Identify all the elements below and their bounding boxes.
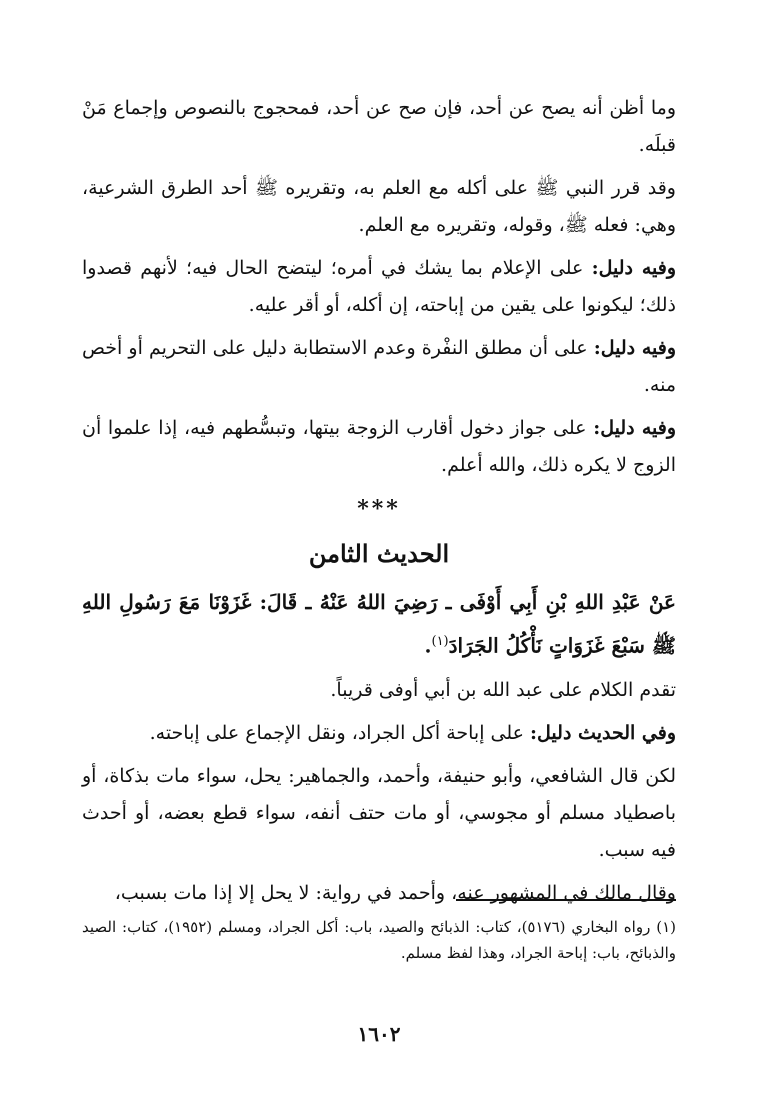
hadith-end: . [424,633,432,658]
paragraph [82,410,676,484]
paragraph [82,90,676,164]
paragraph-text: وقد قرر النبي ﷺ على أكله مع العلم به، وتقريره ﷺ أحد الطرق الشرعية، وهي: فعله ﷺ، وقوله، وتقريره مع العلم. [82,177,676,236]
paragraph-text: تقدم الكلام على عبد الله بن أبي أوفى قريباً. [330,678,676,701]
paragraph [82,170,676,244]
footnote: (١) رواه البخاري (٥١٧٦)، كتاب: الذبائح والصيد، باب: أكل الجراد، ومسلم (١٩٥٢)، كتاب: الصيد والذبائح، باب: إباحة الجراد، وهذا لفظ مسلم. [82,918,676,962]
page-number: ١٦٠٢ [357,1022,401,1046]
paragraph [82,250,676,324]
paragraph-text: وما أظن أنه يصح عن أحد، فإن صح عن أحد، فمحجوج بالنصوص وإجماع مَنْ قبلَه. [82,97,676,156]
hadith-text [82,582,676,666]
paragraph [82,715,676,752]
page-body [82,90,676,918]
paragraph [82,672,676,709]
section-heading: الحديث الثامن [308,539,450,568]
footnote-divider [456,899,676,901]
paragraph-text: على الإعلام بما يشك في أمره؛ ليتضح الحال فيه؛ لأنهم قصدوا ذلك؛ ليكونوا على يقين من إباحته، إن أكله، أو أقر عليه. [82,257,676,316]
paragraph [82,875,676,912]
paragraph-text: لكن قال الشافعي، وأبو حنيفة، وأحمد، والجماهير: يحل، سواء مات بذكاة، أو باصطياد مسلم أو مجوسي، أو مات حتف أنفه، سواء قطع بعضه، أو أحدث فيه سبب. [82,764,676,861]
paragraph [82,330,676,404]
footnote-marker: (١) [431,634,449,649]
paragraph-text: وقال مالك في المشهور عنه، وأحمد في رواية: لا يحل إلا إذا مات بسبب، [114,881,676,904]
paragraph-lead: وفيه دليل: [593,417,676,439]
hadith-body: عَنْ عَبْدِ اللهِ بْنِ أَبِي أَوْفَى ـ رَضِيَ اللهُ عَنْهُ ـ قَالَ: غَزَوْنَا مَعَ رَسُولِ اللهِ ﷺ سَبْعَ غَزَوَاتٍ نَأْكُلُ الجَرَادَ [82,590,676,658]
paragraph-text: على جواز دخول أقارب الزوجة بيتها، وتبسُّطهم فيه، إذا علموا أن الزوج لا يكره ذلك، والله أعلم. [82,417,676,476]
paragraph-text: على أن مطلق النفْرة وعدم الاستطابة دليل على التحريم أو أخص منه. [82,337,676,396]
section-separator: *** [357,496,401,522]
paragraph-lead: وفيه دليل: [591,257,676,279]
paragraph-text: على إباحة أكل الجراد، ونقل الإجماع على إباحته. [149,721,531,744]
paragraph-lead: وفيه دليل: [593,337,676,359]
paragraph-lead: وفي الحديث دليل: [530,721,676,744]
paragraph [82,758,676,869]
